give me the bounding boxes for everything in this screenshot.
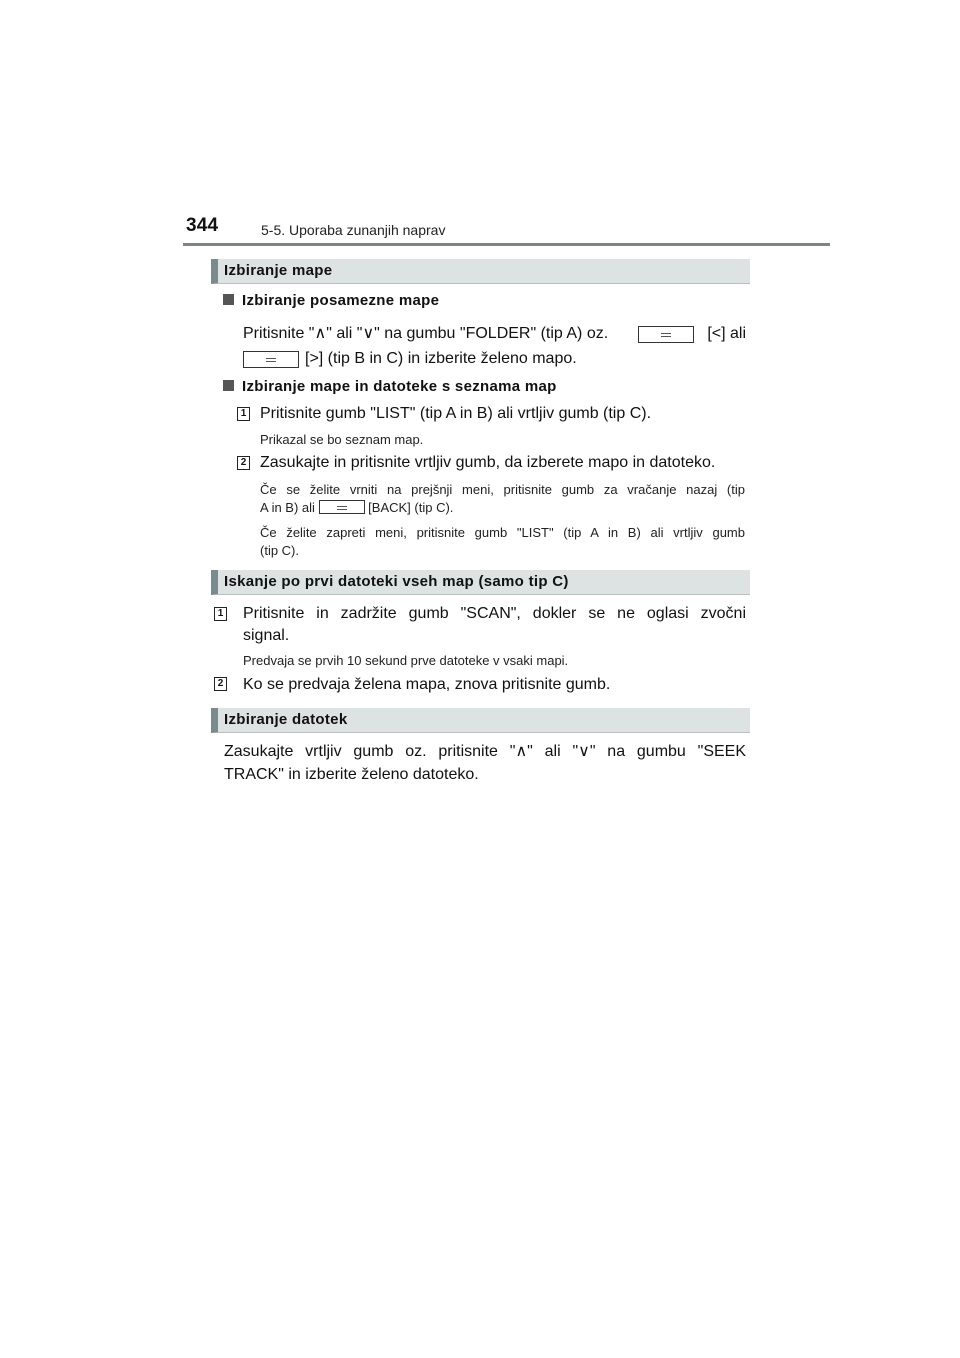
step-text: signal. [243, 627, 290, 644]
section-header-files [211, 708, 750, 733]
step-number-badge: 1 [237, 407, 250, 421]
folder-line1-end: [<] ali [707, 325, 746, 342]
step-note-line: Če se želite vrniti na prejšnji meni, pritisnite gumb za vračanje nazaj (tip [260, 482, 745, 497]
folder-line2: [>] (tip B in C) in izberite želeno mapo. [305, 350, 577, 367]
steering-switch-icon [319, 500, 365, 514]
step-text: Ko se predvaja želena mapa, znova pritisnite gumb. [243, 676, 611, 693]
square-bullet-icon [223, 294, 234, 305]
files-line1: Zasukajte vrtljiv gumb oz. pritisnite "∧" ali "∨" na gumbu "SEEK [224, 743, 746, 760]
step-number-badge: 2 [214, 677, 227, 691]
step-note: Predvaja se prvih 10 sekund prve datoteke v vsaki mapi. [243, 653, 569, 668]
step-note-line: A in B) ali [BACK] (tip C). [260, 500, 454, 515]
step-number-badge: 1 [214, 607, 227, 621]
section-title: Iskanje po prvi datoteki vseh map (samo tip C) [224, 573, 569, 590]
step-text: Pritisnite in zadržite gumb "SCAN", dokler se ne oglasi zvočni [243, 605, 746, 622]
header-rule [183, 243, 830, 246]
subsection-folder-list: Izbiranje mape in datoteke s seznama map [223, 378, 557, 395]
section-title: Izbiranje datotek [224, 711, 348, 728]
files-line2: TRACK" in izberite želeno datoteko. [224, 766, 479, 783]
step-note: Prikazal se bo seznam map. [260, 432, 424, 447]
steering-switch-icon [638, 326, 694, 343]
page-number: 344 [186, 215, 219, 236]
step-number-badge: 2 [237, 456, 250, 470]
steering-switch-icon [243, 351, 299, 368]
step-note-line: Če želite zapreti meni, pritisnite gumb "LIST" (tip A in B) ali vrtljiv gumb [260, 525, 745, 540]
chapter-title: 5-5. Uporaba zunanjih naprav [261, 222, 446, 238]
step-text: Pritisnite gumb "LIST" (tip A in B) ali vrtljiv gumb (tip C). [260, 405, 652, 422]
folder-line1: Pritisnite "∧" ali "∨" na gumbu "FOLDER" (tip A) oz. [243, 325, 609, 342]
square-bullet-icon [223, 380, 234, 391]
subsection-single-folder: Izbiranje posamezne mape [223, 292, 439, 309]
step-text: Zasukajte in pritisnite vrtljiv gumb, da izberete mapo in datoteko. [260, 454, 716, 471]
section-header-folder [211, 259, 750, 284]
section-title: Izbiranje mape [224, 262, 333, 279]
section-header-scan [211, 570, 750, 595]
step-note-line: (tip C). [260, 543, 299, 558]
